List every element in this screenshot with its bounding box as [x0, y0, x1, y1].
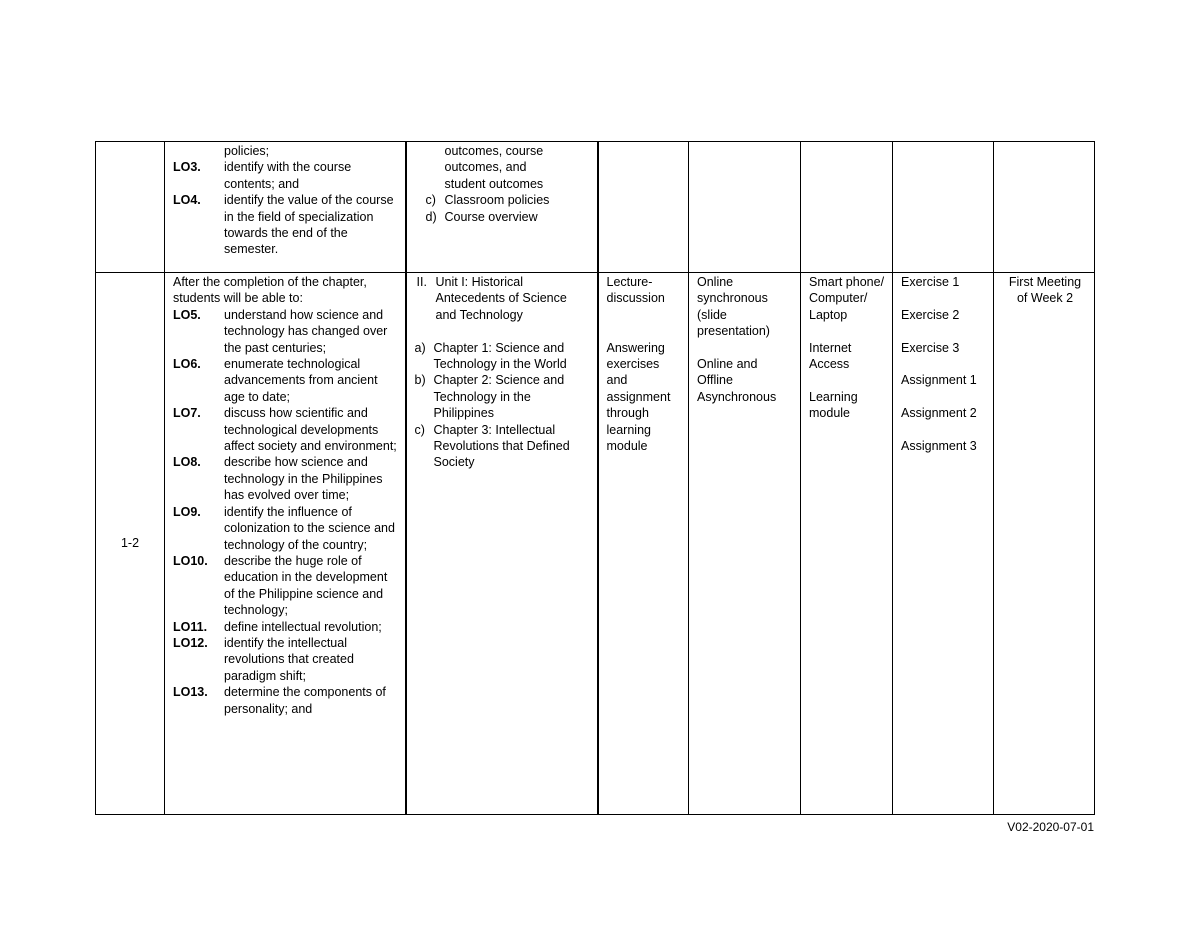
outcome-text: identify the influence of colonization to the science and technology of the country;	[224, 504, 395, 552]
outcome-code: LO3.	[173, 160, 201, 175]
outcome-text: describe how science and technology in the Philippines has evolved over time;	[224, 455, 383, 503]
version-label: V02-2020-07-01	[1007, 820, 1094, 834]
outcome-continuation: policies;	[224, 144, 270, 158]
resource-item: Learning module	[809, 389, 858, 421]
content-continuation: outcomes, course	[444, 144, 544, 158]
outcome-item	[173, 159, 399, 192]
resources-cell	[801, 273, 893, 815]
outcome-text: identify the intellectual revolutions that created paradigm shift;	[224, 635, 354, 683]
outcome-code: LO6.	[173, 357, 201, 372]
outcome-code: LO11.	[173, 619, 208, 634]
chapter-item	[415, 372, 591, 421]
outcome-code: LO13.	[173, 685, 208, 700]
resources-cell	[801, 142, 893, 273]
strategies-cell	[598, 142, 689, 273]
table-row	[96, 142, 1095, 273]
table-row	[96, 273, 1095, 815]
content-text: Classroom policies	[444, 193, 550, 208]
outcome-text: define intellectual revolution;	[224, 619, 382, 634]
chapter-text: Chapter 2: Science and Technology in the Philippines	[433, 373, 565, 421]
outcome-code: LO10.	[173, 553, 208, 568]
chapter-text: Chapter 3: Intellectual Revolutions that Defined Society	[433, 422, 570, 470]
outcome-text: identify the value of the course in the field of specialization towards the end of the semester.	[224, 193, 394, 257]
outcomes-cell	[165, 273, 406, 815]
outcome-item	[173, 684, 399, 717]
schedule-text: First Meeting of Week 2	[1008, 275, 1082, 306]
modality-cell	[689, 142, 801, 273]
week-cell	[96, 142, 165, 273]
strategy-item: Answering exercises and assignment through learning module	[606, 340, 671, 454]
assessments-cell	[893, 273, 994, 815]
outcome-item	[173, 635, 399, 684]
outcome-code: LO4.	[173, 193, 201, 208]
assessment-item: Exercise 3	[901, 340, 960, 355]
unit-heading	[415, 274, 591, 323]
modality-item: Online and Offline Asynchronous	[697, 357, 777, 404]
week-cell: 1-2	[96, 273, 165, 815]
chapter-item	[415, 340, 591, 373]
schedule-cell	[994, 273, 1095, 815]
assessment-item: Assignment 1	[901, 373, 977, 388]
assessment-item: Exercise 2	[901, 307, 960, 322]
outcome-code: LO8.	[173, 455, 201, 470]
outcome-text: understand how science and technology has changed over the past centuries;	[224, 307, 388, 355]
outcome-code: LO7.	[173, 406, 201, 421]
content-cell	[406, 273, 598, 815]
chapter-marker: c)	[414, 422, 425, 437]
syllabus-table	[95, 141, 1095, 815]
assessment-item: Exercise 1	[901, 275, 960, 289]
outcome-item	[173, 504, 399, 553]
outcomes-intro: After the completion of the chapter, students will be able to:	[173, 275, 367, 306]
assessment-item: Assignment 3	[901, 438, 977, 453]
outcome-text: identify with the course contents; and	[224, 160, 352, 191]
outcome-item	[173, 619, 399, 635]
outcome-text: describe the huge role of education in the development of the Philippine science and technology;	[224, 553, 388, 618]
outcome-item	[173, 192, 399, 258]
assessment-item: Assignment 2	[901, 406, 977, 421]
unit-marker: II.	[416, 275, 427, 289]
assessments-cell	[893, 142, 994, 273]
content-continuation: outcomes, and	[444, 160, 527, 175]
outcome-code: LO12.	[173, 635, 208, 650]
outcomes-cell	[165, 142, 406, 273]
content-marker: c)	[425, 193, 436, 208]
outcome-item	[173, 454, 399, 503]
content-marker: d)	[425, 209, 437, 224]
chapter-marker: a)	[414, 340, 426, 355]
schedule-cell	[994, 142, 1095, 273]
strategy-item: Lecture-discussion	[606, 275, 665, 306]
outcome-item	[173, 356, 399, 405]
outcome-item	[173, 307, 399, 356]
outcome-text: enumerate technological advancements from ancient age to date;	[224, 357, 378, 404]
outcome-item	[173, 405, 399, 454]
content-continuation: student outcomes	[444, 176, 544, 191]
strategies-cell	[598, 273, 689, 815]
content-item	[415, 209, 591, 225]
modality-cell	[689, 273, 801, 815]
chapter-text: Chapter 1: Science and Technology in the World	[433, 340, 567, 372]
outcome-code: LO9.	[173, 504, 201, 519]
unit-title: Unit I: Historical Antecedents of Science and Technology	[435, 275, 567, 322]
content-cell	[406, 142, 598, 273]
content-item	[415, 192, 591, 208]
outcome-text: discuss how scientific and technological developments affect society and environment;	[224, 406, 397, 454]
chapter-item	[415, 422, 591, 471]
outcome-item	[173, 553, 399, 619]
modality-item: Online synchronous (slide presentation)	[697, 275, 770, 339]
outcome-text: determine the components of personality; and	[224, 685, 386, 716]
resource-item: Smart phone/ Computer/ Laptop	[809, 275, 885, 322]
outcome-code: LO5.	[173, 307, 201, 322]
content-text: Course overview	[444, 209, 538, 224]
resource-item: Internet Access	[809, 340, 852, 372]
chapter-marker: b)	[414, 373, 426, 388]
